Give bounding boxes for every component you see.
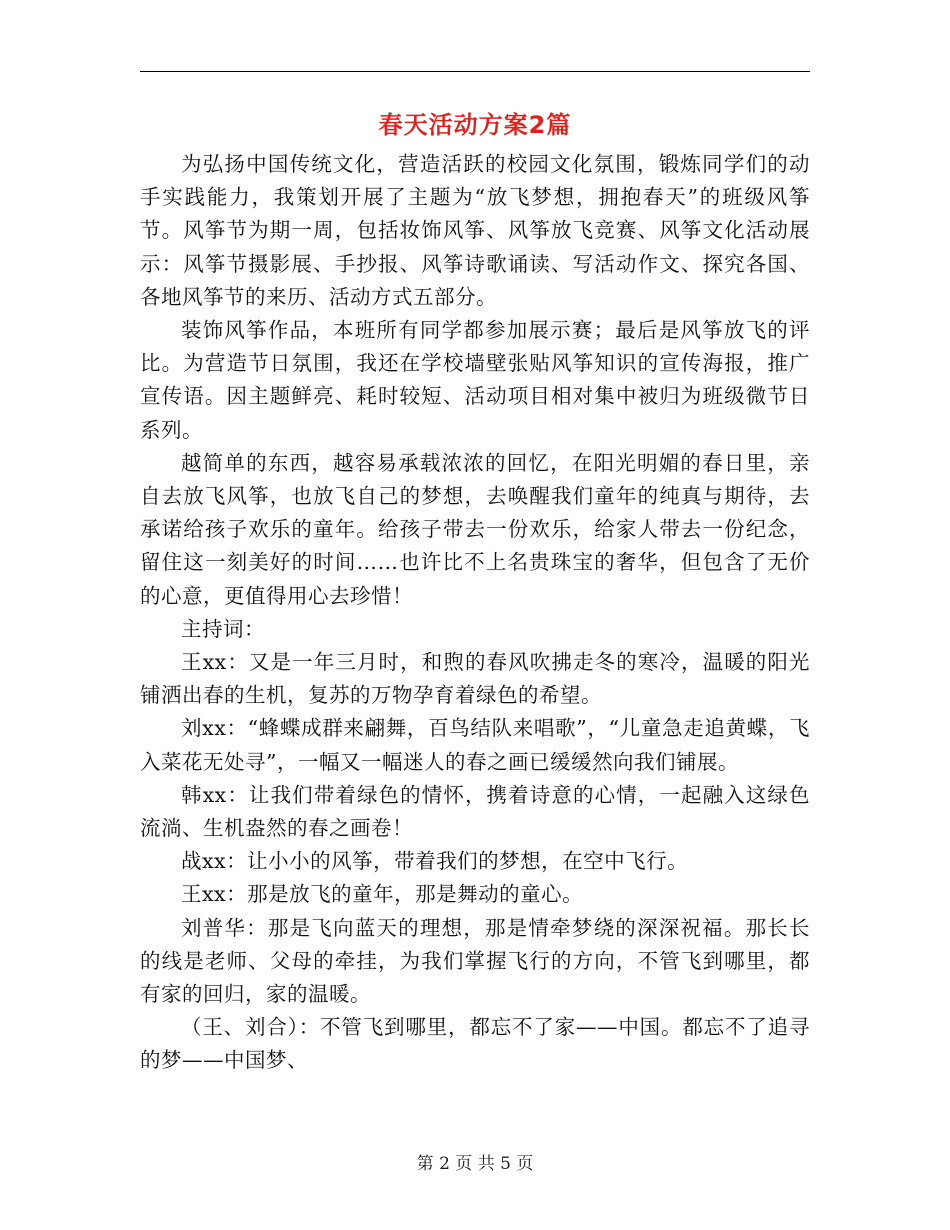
paragraph: 为弘扬中国传统文化，营造活跃的校园文化氛围，锻炼同学们的动手实践能力，我策划开展了主题为“放飞梦想，拥抱春天”的班级风筝节。风筝节为期一周，包括妆饰风筝、风筝放飞竞赛、风筝文化活动展示：风筝节摄影展、手抄报、风筝诗歌诵读、写活动作文、探究各国、各地风筝节的来历、活动方式五部分。 (140, 152, 810, 309)
paragraph: 王xx：那是放飞的童年，那是舞动的童心。 (181, 882, 584, 907)
paragraph: 装饰风筝作品，本班所有同学都参加展示赛；最后是风筝放飞的评比。为营造节日氛围，我还在学校墙壁张贴风筝知识的宣传海报，推广宣传语。因主题鲜亮、耗时较短、活动项目相对集中被归为班级微节日系列。 (140, 318, 810, 442)
document-body (140, 148, 810, 1078)
paragraph: （王、刘合）：不管飞到哪里，都忘不了家——中国。都忘不了追寻的梦——中国梦、 (140, 1015, 810, 1073)
page-number-footer: 第 2 页 共 5 页 (416, 1154, 534, 1174)
paragraph: 刘普华：那是飞向蓝天的理想，那是情牵梦绕的深深祝福。那长长的线是老师、父母的牵挂，为我们掌握飞行的方向，不管飞到哪里，都有家的回归，家的温暖。 (140, 915, 810, 1007)
paragraph: 越简单的东西，越容易承载浓浓的回忆，在阳光明媚的春日里，亲自去放飞风筝，也放飞自己的梦想，去唤醒我们童年的纯真与期待，去承诺给孩子欢乐的童年。给孩子带去一份欢乐，给家人带去一份纪念，留住这一刻美好的时间……也许比不上名贵珠宝的奢华，但包含了无价的心意，更值得用心去珍惜！ (140, 450, 810, 608)
paragraph: 韩xx：让我们带着绿色的情怀，携着诗意的心情，一起融入这绿色流淌、生机盎然的春之画卷！ (140, 782, 810, 841)
document-title: 春天活动方案2篇 (378, 111, 572, 139)
paragraph: 战xx：让小小的风筝，带着我们的梦想，在空中飞行。 (181, 849, 689, 874)
paragraph: 王xx：又是一年三月时，和煦的春风吹拂走冬的寒冷，温暖的阳光铺洒出春的生机，复苏的万物孕育着绿色的希望。 (140, 650, 810, 708)
paragraph: 刘xx：“蜂蝶成群来翩舞，百鸟结队来唱歌”，“儿童急走追黄蝶，飞入菜花无处寻”，一幅又一幅迷人的春之画已缓缓然向我们铺展。 (140, 716, 810, 774)
header-rule (140, 71, 810, 72)
paragraph: 主持词： (181, 616, 265, 641)
